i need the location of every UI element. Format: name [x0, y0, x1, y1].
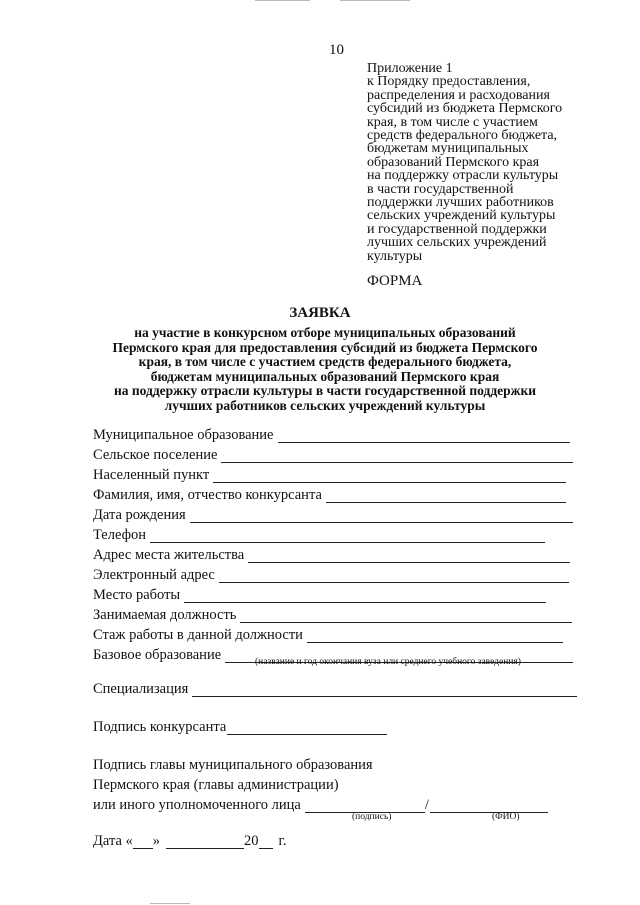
appendix-line: поддержки лучших работников	[367, 195, 554, 211]
head-signature-line-3	[93, 797, 548, 813]
appendix-line: субсидий из бюджета Пермского	[367, 101, 563, 117]
field-label: Занимаемая должность	[93, 607, 237, 623]
field-label: Населенный пункт	[93, 467, 210, 483]
date-day-line[interactable]	[133, 836, 153, 849]
appendix-line: и государственной поддержки	[367, 221, 547, 237]
head-signature-line-1	[93, 757, 373, 773]
date-suffix: г.	[278, 833, 287, 849]
date-month-line[interactable]	[166, 836, 244, 849]
field-specialization	[93, 681, 577, 697]
field-rural-settlement-input-line[interactable]	[221, 450, 573, 463]
appendix-line: на поддержку отрасли культуры	[367, 168, 559, 184]
subtitle-line: на поддержку отрасли культуры в части государственной поддержки	[113, 383, 537, 398]
field-label: Дата рождения	[93, 507, 186, 523]
scan-mark-top-left	[255, 0, 310, 1]
field-position	[93, 607, 572, 623]
subtitle-line: Пермского края для предоставления субсидий из бюджета Пермского	[112, 339, 538, 355]
field-label: Базовое образование	[93, 647, 222, 663]
field-municipality	[93, 427, 570, 443]
head-fio-line[interactable]	[430, 800, 548, 813]
appendix-line: края, в том числе с участием	[367, 114, 538, 130]
field-rural-settlement	[93, 447, 573, 463]
page-number: 10	[329, 42, 344, 58]
head-signature-text: Пермского края (главы администрации)	[93, 777, 339, 793]
head-signature-text: или иного уполномоченного лица	[93, 797, 301, 813]
contestant-signature	[93, 719, 387, 735]
signature-note: (подпись)	[352, 812, 392, 822]
field-workplace-input-line[interactable]	[184, 590, 546, 603]
slash-separator: /	[424, 797, 429, 813]
field-address-input-line[interactable]	[248, 550, 570, 563]
head-signature-text: Подпись главы муниципального образования	[93, 757, 373, 773]
subtitle-line: бюджетам муниципальных образований Пермского края	[150, 368, 500, 384]
appendix-line: средств федерального бюджета,	[367, 128, 558, 144]
form-label: ФОРМА	[367, 273, 423, 289]
field-full-name	[93, 487, 566, 503]
education-note: (название и год окончания вуза или среднего учебного заведения)	[255, 657, 521, 667]
appendix-line: сельских учреждений культуры	[367, 208, 556, 224]
date-mid: »	[152, 833, 161, 849]
subtitle-line: лучших работников сельских учреждений культуры	[164, 397, 486, 413]
appendix-line: образований Пермского края	[367, 154, 540, 170]
field-locality	[93, 467, 566, 483]
fio-note: (ФИО)	[492, 812, 520, 822]
appendix-line: Приложение 1	[367, 61, 453, 76]
field-phone-input-line[interactable]	[150, 530, 545, 543]
subtitle-line: края, в том числе с участием средств федерального бюджета,	[138, 354, 512, 369]
appendix-line: культуры	[367, 248, 423, 264]
field-label: Телефон	[93, 527, 146, 543]
field-label: Специализация	[93, 681, 189, 697]
field-email	[93, 567, 569, 583]
appendix-line: в части государственной	[367, 181, 514, 197]
field-experience-input-line[interactable]	[307, 630, 563, 643]
field-experience	[93, 627, 563, 643]
scan-mark-bottom	[150, 903, 190, 904]
appendix-line: лучших сельских учреждений	[367, 235, 547, 251]
appendix-line: к Порядку предоставления,	[367, 74, 531, 90]
field-birth-date	[93, 507, 573, 523]
field-workplace	[93, 587, 546, 603]
scan-mark-top-right	[340, 0, 410, 1]
field-full-name-input-line[interactable]	[326, 490, 566, 503]
appendix-block	[367, 62, 607, 263]
contestant-signature-label: Подпись конкурсанта	[93, 719, 227, 735]
date-year-prefix: 20	[244, 833, 259, 849]
field-label: Адрес места жительства	[93, 547, 245, 563]
field-locality-input-line[interactable]	[213, 470, 566, 483]
date-year-line[interactable]	[259, 836, 273, 849]
field-birth-date-input-line[interactable]	[190, 510, 573, 523]
field-specialization-input-line[interactable]	[192, 684, 577, 697]
field-label: Стаж работы в данной должности	[93, 627, 303, 643]
field-label: Сельское поселение	[93, 447, 218, 463]
field-email-input-line[interactable]	[219, 570, 569, 583]
contestant-signature-line[interactable]	[227, 722, 387, 735]
appendix-line: распределения и расходования	[367, 87, 550, 103]
field-phone	[93, 527, 545, 543]
field-address	[93, 547, 570, 563]
field-label: Муниципальное образование	[93, 427, 274, 443]
document-title: ЗАЯВКА	[289, 305, 351, 321]
document-subtitle	[80, 326, 570, 413]
field-position-input-line[interactable]	[240, 610, 572, 623]
field-municipality-input-line[interactable]	[278, 430, 570, 443]
subtitle-line: на участие в конкурсном отборе муниципальных образований	[134, 325, 516, 340]
field-label: Электронный адрес	[93, 567, 215, 583]
field-label: Место работы	[93, 587, 181, 603]
field-label: Фамилия, имя, отчество конкурсанта	[93, 487, 322, 503]
date-row	[93, 833, 286, 849]
date-prefix: Дата «	[93, 833, 133, 849]
head-signature-line-2	[93, 777, 339, 793]
appendix-line: бюджетам муниципальных	[367, 141, 529, 157]
